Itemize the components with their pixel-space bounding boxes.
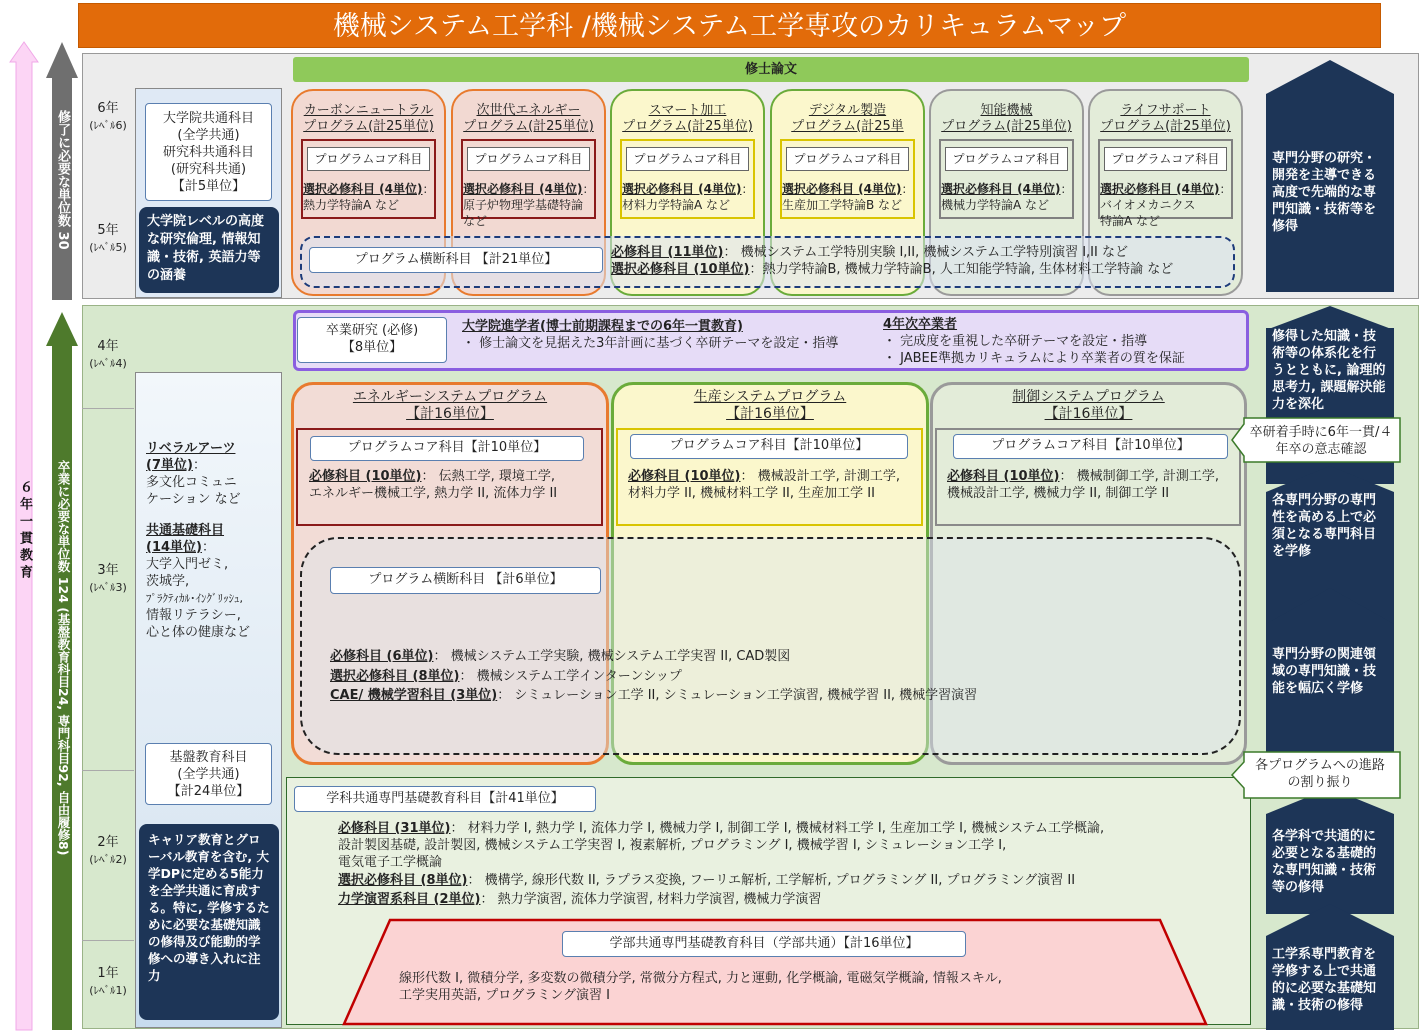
cross-program-3-selective	[330, 668, 682, 685]
selective-label: 選択必修科目 (8単位)	[338, 873, 468, 888]
cross-program-3-required	[330, 648, 790, 665]
text-line: 茨城学,	[146, 574, 190, 589]
subjects: 機械設計工学, 計測工学,	[757, 469, 901, 484]
text-line: 心と体の健康など	[146, 625, 251, 640]
level-label: (ﾚﾍﾞﾙ2)	[89, 853, 127, 866]
subjects: 工学実用英語, プログラミング演習 I	[399, 988, 610, 1003]
program-core-box: プログラムコア科目	[945, 147, 1068, 171]
career-education-box: キャリア教育とグローバル教育を含む, 大学DPに定める5能力を全学共通に育成する。特に, 学修するために必要な基礎知識の修得及び能動的学修への導き入れに注力	[139, 824, 279, 1020]
subjects: 特論A など	[1100, 214, 1161, 228]
colon: ：	[1059, 469, 1073, 484]
colon: ：	[741, 182, 754, 196]
text-line: 卒業研究 (必修)	[325, 323, 419, 338]
goal-1: 専門分野の研究・開発を主導できる高度で先端的な専門知識・技術等を修得	[1266, 150, 1394, 235]
program-core-box: プログラムコア科目	[626, 147, 749, 171]
six-year-label: ６年一貫教育	[17, 480, 32, 582]
subjects: 機械力学特論A など	[941, 198, 1050, 212]
heading: 共通基礎科目	[146, 523, 225, 538]
page-title: 機械システム工学科 /機械システム工学専攻のカリキュラムマップ	[78, 3, 1381, 48]
required-label: 必修科目 (10単位)	[947, 469, 1060, 484]
colon: ：	[740, 469, 754, 484]
year-divider	[82, 940, 134, 941]
subjects: など	[463, 214, 488, 228]
program-title: 知能機械	[980, 103, 1033, 118]
subjects: 熱力学特論A など	[303, 198, 400, 212]
subjects: 電気電子工学概論	[338, 855, 443, 870]
cae-label: CAE/ 機械学習科目 (3単位)	[330, 688, 498, 703]
program-title: ライフサポート	[1120, 103, 1211, 118]
cross-program-5-required	[611, 244, 1128, 261]
program-units: 【計16単位】	[1044, 406, 1133, 422]
program-core-box: プログラムコア科目	[307, 147, 430, 171]
heading: リベラルアーツ	[146, 441, 236, 456]
selective-label: 選択必修科目 (4単位)	[463, 182, 583, 196]
required-label: 必修科目 (10単位)	[309, 469, 422, 484]
year-label: 5年	[97, 223, 119, 238]
subjects: ： 機械システム工学実験, 機械システム工学実習 II, CAD製図	[433, 649, 791, 664]
text-line: (全学共通)	[177, 767, 240, 782]
text-line: 大学院共通科目	[162, 111, 254, 126]
text-line: (全学共通)	[177, 128, 240, 143]
text-line: 【計24単位】	[167, 784, 250, 799]
selective-label: 選択必修科目 (4単位)	[622, 182, 742, 196]
colon: ：	[1060, 182, 1073, 196]
year-3	[82, 562, 134, 595]
year-4	[82, 338, 134, 371]
text-line: ﾌﾟﾗｸﾃｨｶﾙ･ｲﾝｸﾞﾘｯｼｭ,	[146, 592, 243, 605]
selective-label: 選択必修科目 (4単位)	[782, 182, 902, 196]
program-title: デジタル製造	[808, 103, 887, 118]
program-title: スマート加工	[648, 103, 727, 118]
subjects: バイオメカニクス	[1100, 198, 1196, 212]
dept-common-selective	[338, 872, 1075, 889]
level-label: (ﾚﾍﾞﾙ3)	[89, 581, 127, 594]
subjects: 材料力学 II, 機械材料工学 II, 生産加工学 II	[628, 486, 875, 501]
six-year-arrow	[6, 40, 42, 1032]
grad-track	[462, 318, 838, 352]
grad-goal-box: 大学院レベルの高度な研究倫理, 情報知識・技術, 英語力等の涵養	[139, 207, 279, 293]
liberal-arts-text	[146, 440, 278, 641]
goal-4: 専門分野の関連領域の専門知識・技能を幅広く学修	[1266, 646, 1394, 697]
graduation-research-box	[297, 317, 447, 363]
cross-program-3-label: プログラム横断科目 【計6単位】	[330, 567, 601, 594]
energy-core-subjects	[309, 468, 557, 502]
year-2	[82, 834, 134, 867]
control-core-subjects	[947, 468, 1219, 502]
program-units: プログラム(計25単位)	[303, 119, 434, 134]
colon: ：	[201, 540, 215, 555]
program-core-box: プログラムコア科目	[467, 147, 590, 171]
program-units: 【計16単位】	[406, 406, 494, 422]
faculty-common-subjects	[399, 970, 1002, 1004]
goal-2: 修得した知識・技術等の体系化を行うとともに, 論理的思考力, 課題解決能力を深化	[1266, 328, 1394, 413]
program-title: 次世代エネルギー	[476, 103, 581, 118]
required-label: 必修科目 (31単位)	[338, 821, 451, 836]
dept-common-mechanics	[338, 891, 821, 908]
year-label: 4年	[97, 339, 119, 354]
text-line: ・ 修士論文を見据えた3年計画に基づく卒研テーマを設定・指導	[462, 336, 839, 351]
text-line: 【計5単位】	[171, 179, 246, 194]
program-title: エネルギーシステムプログラム	[352, 389, 548, 405]
selective-label: 選択必修科目 (4単位)	[941, 182, 1061, 196]
selective-label: 選択必修科目 (4単位)	[1100, 182, 1220, 196]
text-line: 研究科共通科目	[162, 145, 254, 160]
text-line: ・ JABEE準拠カリキュラムにより卒業者の質を保証	[883, 351, 1185, 366]
colon: ：	[1219, 182, 1232, 196]
program-core-box: プログラムコア科目	[786, 147, 909, 171]
program-units: プログラム(計25単位)	[463, 119, 594, 134]
subjects: ： 機械システム工学インターンシップ	[459, 669, 682, 684]
text-line: 【8単位】	[341, 340, 403, 355]
program-units: プログラム(計25単位)	[1100, 119, 1231, 134]
subjects: 機械設計工学, 機械力学 II, 制御工学 II	[947, 486, 1170, 501]
selective-label: 選択必修科目 (8単位)	[330, 669, 460, 684]
production-core-subjects	[628, 468, 900, 502]
colon: ：	[901, 182, 914, 196]
subjects: ： 機構学, 線形代数 II, ラプラス変換, フーリエ解析, 工学解析, プログラミング II, プログラミング演習 II	[467, 873, 1076, 888]
level-label: (ﾚﾍﾞﾙ1)	[89, 984, 127, 997]
program-units: プログラム(計25単位)	[622, 119, 753, 134]
colon: ：	[421, 469, 435, 484]
program-title: カーボンニュートラル	[303, 103, 434, 118]
selective-label: 選択必修科目 (4単位)	[303, 182, 423, 196]
production-core-label: プログラムコア科目【計10単位】	[630, 434, 908, 459]
subjects: ： 機械システム工学特別実験 I,II, 機械システム工学特別演習 I,II など	[723, 245, 1128, 260]
cross-program-5-selective	[611, 261, 1173, 278]
text-line: 大学入門ゼミ,	[146, 557, 229, 572]
program-title: 制御システムプログラム	[1012, 389, 1165, 405]
subjects: 材料力学特論A など	[622, 198, 731, 212]
undergrad-track	[883, 316, 1185, 367]
year-6	[82, 100, 134, 133]
colon: ：	[192, 458, 206, 473]
faculty-common-label: 学部共通専門基礎教育科目（学部共通）【計16単位】	[562, 931, 966, 957]
heading: (14単位)	[146, 540, 202, 555]
text-line: (研究科共通)	[170, 162, 247, 177]
text-line: 基盤教育科目	[169, 750, 248, 765]
callout-2: 各プログラムへの進路の割り振り	[1255, 758, 1385, 790]
year-divider	[82, 408, 134, 409]
colon: ：	[422, 182, 435, 196]
subjects: ：熱力学特論B, 機械力学特論B, 人工知能学特論, 生体材料工学特論 など	[749, 262, 1174, 277]
control-core-label: プログラムコア科目【計10単位】	[953, 434, 1228, 459]
subjects: 原子炉物理学基礎特論	[463, 198, 584, 212]
text-line: 情報リテラシー,	[146, 608, 241, 623]
cross-program-3-cae	[330, 687, 977, 704]
goal-3: 各専門分野の専門性を高める上で必須となる専門科目を学修	[1266, 492, 1394, 560]
program-units: プログラム(計25単	[791, 119, 904, 134]
selective-label: 選択必修科目 (10単位)	[611, 262, 750, 277]
subjects: 機械制御工学, 計測工学,	[1076, 469, 1220, 484]
dept-common-label: 学科共通専門基礎教育科目【計41単位】	[294, 786, 596, 812]
master-units-label: 修了に必要な単位数 30	[55, 110, 70, 250]
subjects: 線形代数 I, 微積分学, 多変数の微積分学, 常微分方程式, 力と運動, 化学概論, 電磁気学概論, 情報スキル,	[399, 971, 1002, 986]
year-label: 2年	[97, 835, 119, 850]
colon: ：	[582, 182, 595, 196]
mechanics-label: 力学演習系科目 (2単位)	[338, 892, 481, 907]
goal-6: 工学系専門教育を学修する上で共通的に必要な基礎知識・技術の修得	[1266, 946, 1394, 1014]
master-units-arrow	[44, 40, 80, 302]
thesis-bar: 修士論文	[293, 57, 1249, 82]
text-line: ・ 完成度を重視した卒研テーマを設定・指導	[883, 334, 1148, 349]
subjects: ： 材料力学 I, 熱力学 I, 流体力学 I, 機械力学 I, 制御工学 I, 機械材料工学 I, 生産加工学 I, 機械システム工学概論,	[450, 821, 1105, 836]
text-line: 多文化コミュニ	[146, 475, 237, 490]
program-units: 【計16単位】	[726, 406, 814, 422]
required-label: 必修科目 (6単位)	[330, 649, 434, 664]
level-label: (ﾚﾍﾞﾙ5)	[89, 241, 127, 254]
required-label: 必修科目 (11単位)	[611, 245, 724, 260]
grad-common-subjects	[145, 103, 272, 201]
program-title: 生産システムプログラム	[693, 389, 847, 405]
level-label: (ﾚﾍﾞﾙ6)	[89, 119, 127, 132]
year-5	[82, 222, 134, 255]
required-label: 必修科目 (10単位)	[628, 469, 741, 484]
grad-units-arrow	[44, 310, 80, 1032]
heading: 大学院進学者(博士前期課程までの6年一貫教育)	[462, 319, 743, 334]
cross-program-5-label: プログラム横断科目 【計21単位】	[309, 247, 603, 273]
text-line: ケーション など	[146, 492, 241, 507]
subjects: ： シミュレーション工学 II, シミュレーション工学演習, 機械学習 II, 機械学習演習	[497, 688, 978, 703]
subjects: エネルギー機械工学, 熱力学 II, 流体力学 II	[309, 486, 558, 501]
year-divider	[82, 770, 134, 771]
energy-core-label: プログラムコア科目【計10単位】	[310, 436, 584, 461]
year-label: 3年	[97, 563, 119, 578]
goal-5: 各学科で共通的に必要となる基礎的な専門知識・技術等の修得	[1266, 828, 1394, 896]
subjects: 生産加工学特論B など	[782, 198, 903, 212]
year-1	[82, 965, 134, 998]
subjects: 伝熱工学, 環境工学,	[438, 469, 556, 484]
grad-units-label: 卒業に必要な単位数 124 (基盤教育科目24, 専門科目92, 自由履修8)	[56, 460, 71, 856]
year-label: 1年	[97, 966, 119, 981]
heading: (7単位)	[146, 458, 193, 473]
basic-education-box	[145, 743, 272, 805]
subjects: 設計製図基礎, 設計製図, 機械システム工学実習 I, 複素解析, プログラミング I, 機械学習 I, シミュレーション工学 I,	[338, 838, 1007, 853]
year-label: 6年	[97, 101, 119, 116]
heading: 4年次卒業者	[883, 317, 958, 332]
dept-common-required	[338, 820, 1104, 871]
program-units: プログラム(計25単位)	[941, 119, 1072, 134]
level-label: (ﾚﾍﾞﾙ4)	[89, 357, 127, 370]
callout-1: 卒研着手時に6年一貫/４年卒の意志確認	[1249, 425, 1393, 457]
subjects: ： 熱力学演習, 流体力学演習, 材料力学演習, 機械力学演習	[480, 892, 822, 907]
program-core-box: プログラムコア科目	[1104, 147, 1227, 171]
